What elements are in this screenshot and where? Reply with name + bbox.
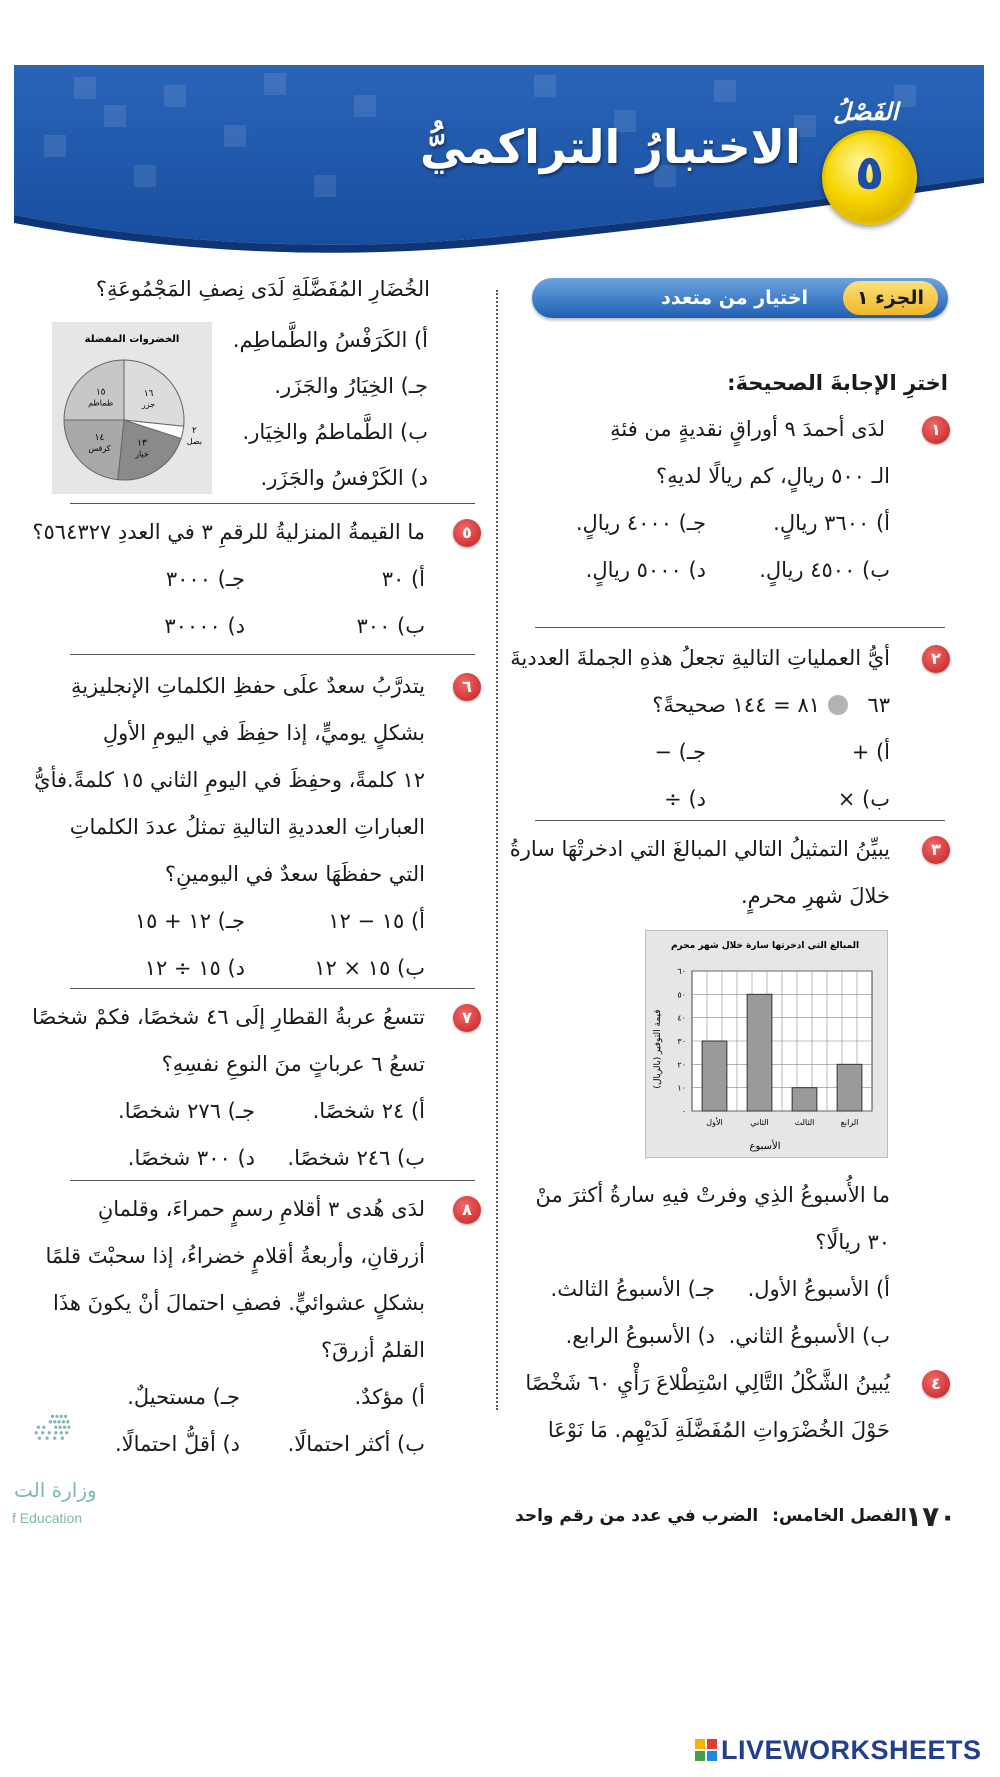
chapter-label: الفَصْلُ [833,98,899,126]
divider [70,503,475,504]
pie-slice-label: جزر [141,399,156,409]
q3-option-a[interactable]: أ) الأسبوعُ الأول. [747,1277,890,1301]
divider [535,627,945,628]
q3-question-line-1: ما الأُسبوعُ الذِي وفرتْ فيهِ سارةُ أكثرَ منْ [535,1183,890,1207]
pie-slice-label: خيار [135,449,149,459]
pie-chart [52,322,212,494]
bar-chart-xtick-label: الثاني [750,1118,769,1127]
pie-chart-title: الخضروات المفضلة [84,334,180,345]
q1-line-2: الـ ٥٠٠ ريالٍ، كم ريالًا لديهِ؟ [655,464,890,488]
bar-chart-ytick-label: ٦٠ [677,967,686,976]
q3-option-d[interactable]: د) الأسبوعُ الرابع. [565,1324,715,1348]
bar-chart-xtick-label: الأول [706,1118,723,1127]
page-title: الاختبارُ التراكميُّ [420,120,801,174]
part-tag: الجزء ١ [843,281,938,315]
q7-option-b[interactable]: ب) ٢٤٦ شخصًا. [287,1146,425,1170]
bar-chart-svg [644,931,887,1159]
q8-line-2: أزرقانِ، وأربعةُ أقلامٍ خضراءُ، إذا سحبْتَ قلمًا [45,1244,425,1268]
q6-line-2: بشكلٍ يوميٍّ، إذا حفِظَ في اليومِ الأولِ [102,721,425,745]
q8-option-d[interactable]: د) أقلُّ احتمالًا. [114,1432,240,1456]
bar-chart-xtick-label: الرابع [840,1118,859,1127]
q8-option-c[interactable]: جـ) مستحيلٌ. [127,1385,240,1409]
question-number-8: ٨ [453,1196,481,1224]
q4-option-d[interactable]: د) الكَرْفسُ والجَزَر. [260,466,428,490]
question-number-5: ٥ [453,519,481,547]
chapter-number-badge [822,130,917,225]
bar-chart-ytick-label: ١٠ [677,1083,686,1093]
q6-option-a[interactable]: أ) ١٥ − ١٢ [328,909,425,933]
pie-slice-label: طماطم [88,398,114,408]
q7-option-d[interactable]: د) ٣٠٠ شخصًا. [127,1146,255,1170]
instruction-text: اخترِ الإجابةَ الصحيحةَ: [727,371,948,395]
q2-option-a[interactable]: أ) + [851,740,890,764]
footer-chapter-label: الفصل الخامس: [772,1506,907,1526]
liveworksheets-brand[interactable] [695,1735,982,1766]
ministry-name-english: f Education [12,1510,83,1526]
q3-option-b[interactable]: ب) الأسبوعُ الثاني. [728,1324,890,1348]
footer-chapter-title: الضرب في عدد من رقم واحد [515,1506,759,1526]
q2-line-1: أيُّ العملياتِ التاليةِ تجعلُ هذهِ الجملةَ العدديةَ [510,646,890,670]
part-header [532,278,948,318]
divider [70,654,475,655]
pie-slice-value: ١٥ [95,387,106,398]
q8-line-1: لدَى هُدى ٣ أقلامِ رسمٍ حمراءَ، وقلمانِ [97,1197,425,1221]
q1-option-b[interactable]: ب) ٤٥٠٠ ريالٍ. [759,558,890,582]
q8-line-3: بشكلٍ عشوائيٍّ. فصفِ احتمالَ أنْ يكونَ هذَا [53,1291,425,1315]
pie-slice-value: ٢ [192,425,197,436]
bar-chart-bar [792,1088,817,1111]
chapter-number: ٥ [854,145,885,201]
q7-line-2: تسعُ ٦ عرباتٍ منَ النوعِ نفسِهِ؟ [161,1052,425,1076]
bar-chart-ylabel: قيمة التوفير (بالريال) [653,1009,663,1089]
pie-slice [124,360,184,426]
q4-option-b[interactable]: ب) الطَّماطمُ والخِيَار. [242,420,428,444]
q8-line-4: القلمُ أزرقَ؟ [320,1338,425,1362]
q1-line-1: لدَى أحمدَ ٩ أوراقٍ نقديةٍ من فئةِ [610,417,885,441]
pie-chart-svg [52,322,212,494]
liveworksheets-brand-text: LIVEWORKSHEETS [721,1735,982,1765]
q2-option-b[interactable]: ب) × [837,787,890,811]
bar-chart-ytick-label: ٣٠ [677,1037,686,1046]
footer-chapter [515,1506,907,1526]
q7-line-1: تتسعُ عربةُ القطارِ إلَى ٤٦ شخصًا، فكمْ شخصًا [32,1005,425,1029]
column-divider [496,290,498,1410]
bar-chart-xlabel: الأسبوع [749,1141,781,1152]
pie-slice [64,360,124,420]
bar-chart [645,930,888,1158]
bar-chart-title: المبالغ التي ادخرتها سارة خلال شهر محرم [670,941,860,951]
q4-line-1: يُبينُ الشَّكْلُ التَّالِي اسْتِطْلاعَ رَأْيِ ٦٠ شَخْصًا [525,1371,890,1395]
question-number-2: ٢ [922,645,950,673]
q5-option-c[interactable]: جـ) ٣٠٠٠ [165,567,245,591]
q6-line-4: العباراتِ العدديةِ التاليةِ تمثلُ عددَ الكلماتِ [69,815,425,839]
q8-option-a[interactable]: أ) مؤكدٌ. [354,1385,425,1409]
pie-slice-label: كرفس [88,444,111,454]
q6-line-1: يتدرَّبُ سعدٌ علَى حفظِ الكلماتِ الإنجليزيةِ [70,674,425,698]
q4-line-3: الخُضَارِ المُفَضَّلَةِ لَدَى نِصفِ المَجْمُوعَةِ؟ [95,277,430,301]
q1-option-d[interactable]: د) ٥٠٠٠ ريالٍ. [585,558,706,582]
q2-option-d[interactable]: د) ÷ [664,787,706,811]
bar-chart-ytick-label: ٢٠ [677,1060,686,1070]
divider [70,988,475,989]
ministry-name-arabic: وزارة الت [14,1478,97,1502]
q7-option-a[interactable]: أ) ٢٤ شخصًا. [312,1099,425,1123]
pie-slice-label: بصل [186,436,203,446]
q4-option-a[interactable]: أ) الكَرَفْسُ والطَّماطِم. [232,328,428,352]
q6-line-3: ١٢ كلمةً، وحفِظَ في اليومِ الثاني ١٥ كلمةً.فأيُّ [34,768,425,792]
page-number: ١٧٠ [905,1500,957,1533]
part-title: اختيار من متعدد [661,287,808,309]
q5-line-1: ما القيمةُ المنزليةُ للرقمِ ٣ في العددِ ٥٦٤٣٢٧؟ [32,520,425,544]
bar-chart-ytick-label: ٥٠ [677,990,686,1000]
q2-expression-left: ٦٣ [867,693,890,717]
q1-option-c[interactable]: جـ) ٤٠٠٠ ريالٍ. [575,511,706,535]
bar-chart-bar [702,1041,727,1111]
q2-option-c[interactable]: جـ) − [654,740,706,764]
divider [70,1180,475,1181]
q6-option-c[interactable]: جـ) ١٢ + ١٥ [134,909,245,933]
q6-option-d[interactable]: د) ١٥ ÷ ١٢ [144,956,245,980]
question-number-7: ٧ [453,1004,481,1032]
q4-option-c[interactable]: جـ) الخِيَارُ والجَزَر. [274,374,428,398]
q5-option-b[interactable]: ب) ٣٠٠ [356,614,425,638]
q3-line-2: خلالَ شهرِ محرمٍ. [740,884,890,908]
q5-option-a[interactable]: أ) ٣٠ [381,567,425,591]
q1-option-a[interactable]: أ) ٣٦٠٠ ريالٍ. [773,511,890,535]
q3-line-1: يبيِّنُ التمثيلُ التالي المبالغَ التي ادخرتْهَا سارةُ [509,837,890,861]
bar-chart-ytick-label: ٤٠ [677,1013,686,1023]
bar-chart-bar [747,994,772,1111]
question-number-4: ٤ [922,1370,950,1398]
q4-line-2: حَوْلَ الخُضْرَواتِ المُفَضَّلَةِ لَدَيْهِم. مَا نَوْعَا [547,1418,890,1442]
pie-slice-value: ١٣ [137,438,147,449]
pie-slice-value: ١٦ [143,388,154,399]
q5-option-d[interactable]: د) ٣٠٠٠٠ [164,614,245,638]
question-number-6: ٦ [453,673,481,701]
q2-expression-right: ٨١ = ١٤٤ صحيحةً؟ [652,693,820,717]
bar-chart-xtick-label: الثالث [794,1118,815,1127]
liveworksheets-logo-icon [695,1739,717,1761]
question-number-1: ١ [922,416,950,444]
q8-option-b[interactable]: ب) أكثر احتمالًا. [287,1432,425,1456]
divider [535,820,945,821]
bar-chart-ytick-label: ٠ [681,1107,686,1116]
q3-question-line-2: ٣٠ ريالًا؟ [815,1230,890,1254]
bar-chart-bar [837,1064,862,1111]
pie-slice-value: ١٤ [94,433,105,444]
q7-option-c[interactable]: جـ) ٢٧٦ شخصًا. [118,1099,255,1123]
q6-line-5: التي حفظَهَا سعدٌ في اليومينِ؟ [164,862,425,886]
q3-option-c[interactable]: جـ) الأسبوعُ الثالث. [550,1277,715,1301]
ministry-logo-icon [12,1412,92,1472]
question-number-3: ٣ [922,836,950,864]
q6-option-b[interactable]: ب) ١٥ × ١٢ [314,956,425,980]
missing-operator-circle [828,695,848,715]
